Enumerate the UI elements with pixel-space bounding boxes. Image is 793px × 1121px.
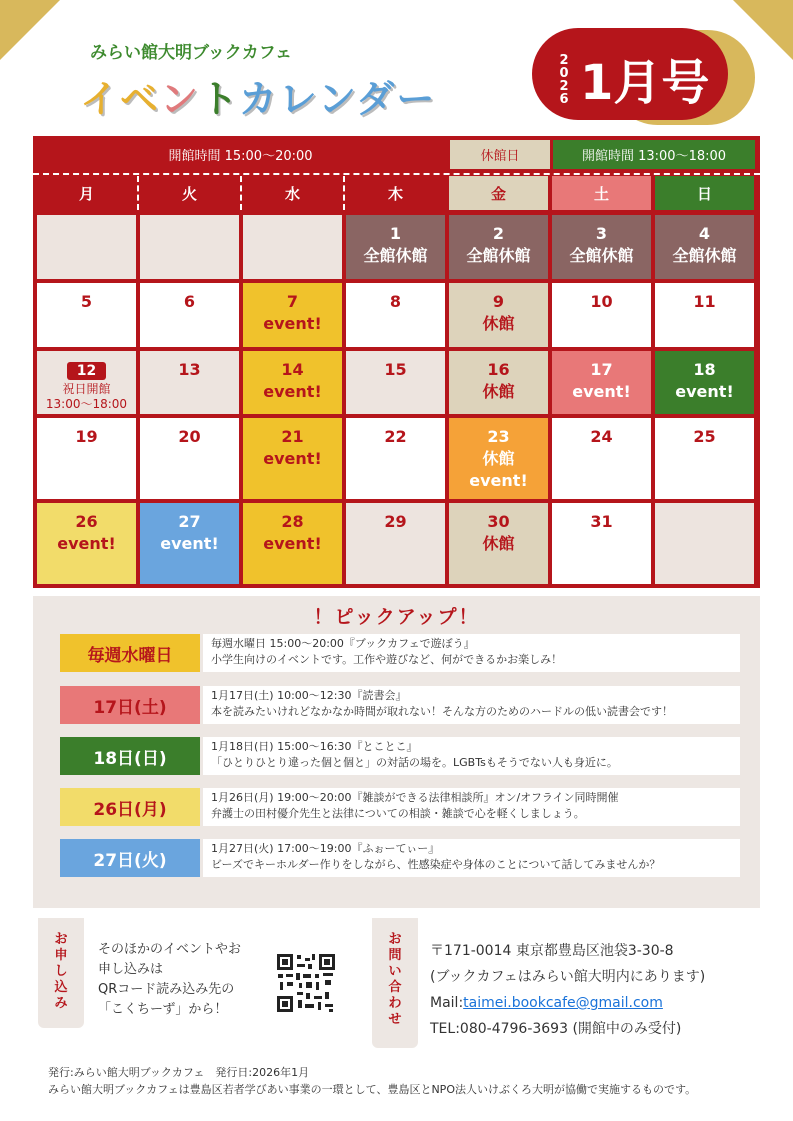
calendar-day: [140, 351, 239, 414]
calendar-day: [655, 215, 754, 279]
footer-line2: みらい館大明ブックカフェは豊島区若者学びあい事業の一環として、豊島区とNPO法人いけぶくろ大明が協働で実施するものです。: [48, 1083, 697, 1096]
day-label: 全館休館: [363, 246, 428, 265]
day-number: 29: [384, 512, 407, 531]
contact-mail-row: [430, 990, 705, 1016]
calendar-day: [655, 351, 754, 414]
day-number: 26: [75, 512, 98, 531]
badge-month: 1月号: [580, 55, 710, 111]
calendar-day: [655, 418, 754, 499]
day-number: 14: [281, 360, 304, 379]
footer: [48, 1064, 696, 1098]
header-separator: [343, 176, 345, 210]
day-label: 全館休館: [672, 246, 737, 265]
calendar-day: [655, 283, 754, 347]
hours-row: [33, 136, 760, 173]
pickup-label: 26日(月): [60, 788, 200, 826]
day-number: 10: [590, 292, 613, 311]
day-label-2: 13:00～18:00: [45, 397, 128, 411]
calendar-day: [346, 283, 445, 347]
calendar-day: [243, 418, 342, 499]
day-label: 休館: [482, 382, 515, 401]
day-label: event!: [263, 449, 322, 468]
contact-info: [430, 938, 705, 1042]
badge-year: 2 0 2 6: [559, 53, 569, 107]
day-label: 休館: [482, 534, 515, 553]
calendar-day: [552, 418, 651, 499]
calendar-day: [655, 503, 754, 584]
footer-line1: 発行:みらい館大明ブックカフェ 発行日:2026年1月: [48, 1066, 310, 1079]
day-label: event!: [263, 534, 322, 553]
apply-text-line: 申し込みは: [98, 962, 164, 977]
calendar-day: [37, 283, 136, 347]
title-part: ン: [160, 77, 201, 121]
day-header: 火: [181, 184, 197, 203]
day-label: event!: [675, 382, 734, 401]
contact-tel: TEL:080-4796-3693 (開館中のみ受付): [430, 1021, 682, 1037]
pickup-line1: 1月18日(日) 15:00～16:30『とことこ』: [211, 740, 418, 753]
calendar-day: [449, 283, 548, 347]
title-part: ト: [200, 77, 239, 121]
calendar-day: [449, 418, 548, 499]
day-number: 28: [281, 512, 304, 531]
contact-tab-label: お 問 い 合 わ せ: [388, 932, 402, 1027]
apply-text: [98, 940, 268, 1020]
pickup-line1: 1月26日(月) 19:00～20:00『雑談ができる法律相談所』オン/オフライン同時開催: [211, 791, 619, 804]
day-number: 30: [487, 512, 510, 531]
calendar-day: [552, 283, 651, 347]
hours-weekend: 開館時間 13:00～18:00: [553, 140, 755, 169]
apply-tab: [38, 918, 84, 1028]
qr-code[interactable]: [275, 952, 337, 1014]
day-number: 22: [384, 427, 407, 446]
day-header: 土: [552, 176, 651, 210]
pickup-title: ！ピックアップ！: [313, 606, 480, 628]
pickup-line1: 毎週水曜日 15:00～20:00『ブックカフェで遊ぼう』: [211, 637, 475, 650]
corner-decoration-left: [0, 0, 60, 60]
calendar-day: [140, 418, 239, 499]
pickup-line2: 「ひとりひとり違った個と個と」の対話の場を。LGBTsもそうでない人も身近に。: [211, 756, 618, 769]
apply-text-line: そのほかのイベントやお: [98, 942, 242, 957]
pickup-line2: 小学生向けのイベントです。工作や遊びなど、何ができるかお楽しみ！: [211, 653, 563, 666]
day-number: 13: [178, 360, 201, 379]
day-number: 4: [698, 224, 711, 243]
calendar-day: [552, 351, 651, 414]
apply-tab-label: お 申 し 込 み: [54, 932, 68, 1011]
day-number: 3: [595, 224, 608, 243]
day-header: 水: [284, 184, 300, 203]
calendar-day: [346, 418, 445, 499]
calendar-day: [449, 351, 548, 414]
day-label: 休館: [482, 449, 515, 468]
day-number: 25: [693, 427, 716, 446]
day-number: 9: [492, 292, 505, 311]
pickup-description: [203, 634, 740, 672]
day-number: 24: [590, 427, 613, 446]
day-label: 全館休館: [466, 246, 531, 265]
day-number: 2: [492, 224, 505, 243]
calendar-day: [449, 215, 548, 279]
day-number: 12: [67, 362, 106, 380]
day-number: 21: [281, 427, 304, 446]
apply-text-line: 「こくちーず」から！: [98, 1002, 228, 1017]
pickup-label: 毎週水曜日: [60, 634, 200, 672]
header-separator: [240, 176, 242, 210]
day-number: 17: [590, 360, 613, 379]
day-header: 金: [449, 176, 548, 210]
hours-weekday: 開館時間 15:00～20:00: [168, 149, 313, 164]
pickup-label: 18日(日): [60, 737, 200, 775]
pickup-description: [203, 839, 740, 877]
pickup-line2: 本を読みたいけれどなかなか時間が取れない！そんな方のためのハードルの低い読書会です！: [211, 705, 673, 718]
calendar-day: [346, 351, 445, 414]
pickup-description: [203, 686, 740, 724]
day-label: event!: [263, 382, 322, 401]
day-label: 祝日開館: [62, 382, 111, 396]
calendar-day: [243, 283, 342, 347]
title-part: イベ: [80, 77, 161, 121]
day-label: 休館: [482, 314, 515, 333]
calendar-day: [449, 503, 548, 584]
hours-closed: 休館日: [450, 140, 550, 169]
calendar-day: [552, 215, 651, 279]
calendar-day: [140, 215, 239, 279]
calendar-day: [37, 351, 136, 414]
contact-mail-link[interactable]: taimei.bookcafe@gmail.com: [463, 995, 663, 1011]
day-number: 27: [178, 512, 201, 531]
dashed-divider: [33, 173, 760, 175]
pickup-label: 17日(土): [60, 686, 200, 724]
day-number: 16: [487, 360, 510, 379]
contact-tab: [372, 918, 418, 1048]
day-number: 5: [80, 292, 93, 311]
day-number: 1: [389, 224, 402, 243]
calendar-day: [140, 283, 239, 347]
page-subtitle: みらい館大明ブックカフェ: [90, 43, 292, 63]
day-number: 31: [590, 512, 613, 531]
apply-text-line: QRコード読み込み先の: [98, 982, 235, 997]
header-separator: [137, 176, 139, 210]
day-label-2: event!: [469, 471, 528, 490]
calendar-day: [37, 215, 136, 279]
title-part: カレンダー: [238, 77, 437, 121]
event-calendar: [33, 136, 760, 588]
calendar-day: [140, 503, 239, 584]
calendar-day: [552, 503, 651, 584]
day-label: event!: [160, 534, 219, 553]
day-label: event!: [572, 382, 631, 401]
contact-address: 〒171-0014 東京都豊島区池袋3-30-8: [430, 943, 674, 959]
calendar-day: [346, 215, 445, 279]
day-number: 15: [384, 360, 407, 379]
day-number: 20: [178, 427, 201, 446]
pickup-line1: 1月27日(火) 17:00～19:00『ふぉーてぃー』: [211, 842, 440, 855]
day-number: 7: [286, 292, 299, 311]
day-number: 23: [487, 427, 510, 446]
day-label: 全館休館: [569, 246, 634, 265]
day-header: 日: [655, 176, 754, 210]
pickup-line2: ビーズでキーホルダー作りをしながら、性感染症や身体のことについて話してみませんか？: [211, 858, 661, 871]
page-title: [80, 68, 436, 123]
calendar-day: [346, 503, 445, 584]
calendar-day: [37, 418, 136, 499]
pickup-description: [203, 737, 740, 775]
day-number: 18: [693, 360, 716, 379]
day-number: 19: [75, 427, 98, 446]
day-number: 8: [389, 292, 402, 311]
day-header: 木: [387, 184, 403, 203]
day-number: 11: [693, 292, 716, 311]
day-header: 月: [78, 184, 94, 203]
pickup-line1: 1月17日(土) 10:00～12:30『読書会』: [211, 689, 407, 702]
calendar-day: [243, 503, 342, 584]
calendar-day: [243, 351, 342, 414]
calendar-day: [243, 215, 342, 279]
calendar-day: [37, 503, 136, 584]
day-label: event!: [57, 534, 116, 553]
pickup-description: [203, 788, 740, 826]
day-label: event!: [263, 314, 322, 333]
contact-address-note: (ブックカフェはみらい館大明内にあります): [430, 969, 706, 985]
day-number: 6: [183, 292, 196, 311]
pickup-label: 27日(火): [60, 839, 200, 877]
pickup-line2: 弁護士の田村優介先生と法律についての相談・雑談で心を軽くしましょう。: [211, 807, 585, 820]
contact-mail-label: Mail:: [430, 995, 464, 1011]
